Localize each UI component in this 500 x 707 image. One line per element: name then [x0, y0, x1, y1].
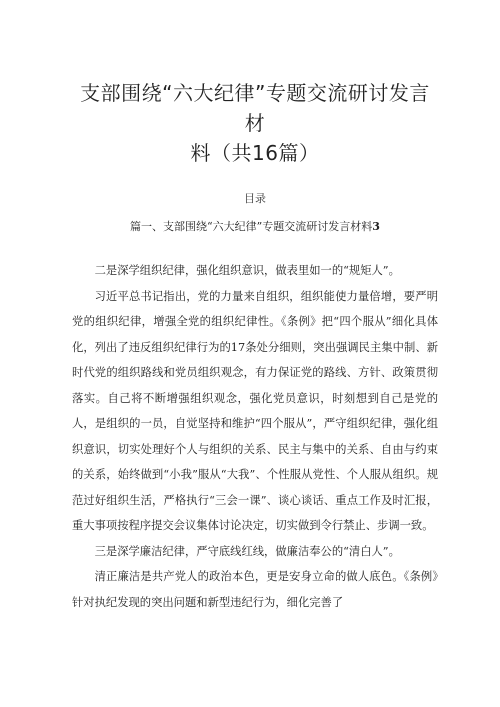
- toc-heading: 目录: [244, 192, 266, 205]
- toc-entry-page-number: 3: [372, 220, 380, 233]
- body-text: [72, 258, 438, 615]
- toc-entry[interactable]: [72, 220, 438, 234]
- paragraph-integrity-discipline: 清正廉洁是共产党人的政治本色，更是安身立命的做人底色。《条例》针对执纪发现的突出问题和新型违纪行为，细化完善了: [72, 570, 438, 609]
- toc-entry-label: 篇一、支部围绕“六大纪律”专题交流研讨发言材料: [130, 220, 373, 233]
- paragraph-organization-discipline: 习近平总书记指出，党的力量来自组织，组织能使力量倍增，要严明党的组织纪律，增强全党的组织纪律性。《条例》把“四个服从”细化具体化，列出了违反组织纪律行为的17条处分细则，突出强调民主集中制、新时代党的组织路线和党员组织观念，有力保证党的路线、方针、政策贯彻落实。自己将不断增强组织观念，强化党员意识，时刻想到自己是党的人，是组织的一员，自觉坚持和维护“四个服从”，严守组织纪律，强化组织意识，切实处理好个人与组织的关系、民主与集中的关系、自由与约束的关系，始终做到“小我”服从“大我”、个性服从党性、个人服从组织。规范过好组织生活，严格执行“三会一课”、谈心谈话、重点工作及时汇报，重大事项按程序提交会议集体讨论决定，切实做到令行禁止、步调一致。: [72, 289, 438, 532]
- paragraph-section-heading-integrity: 三是深学廉洁纪律，严守底线红线，做廉洁奉公的“清白人”。: [94, 544, 400, 558]
- document-title-line-2: 料（共16篇）: [190, 141, 320, 165]
- document-title: [72, 78, 438, 168]
- paragraph-section-heading-organization: 二是深学组织纪律，强化组织意识，做表里如一的“规矩人”。: [94, 264, 400, 277]
- document-title-line-1: 支部围绕“六大纪律”专题交流研讨发言材: [80, 81, 430, 135]
